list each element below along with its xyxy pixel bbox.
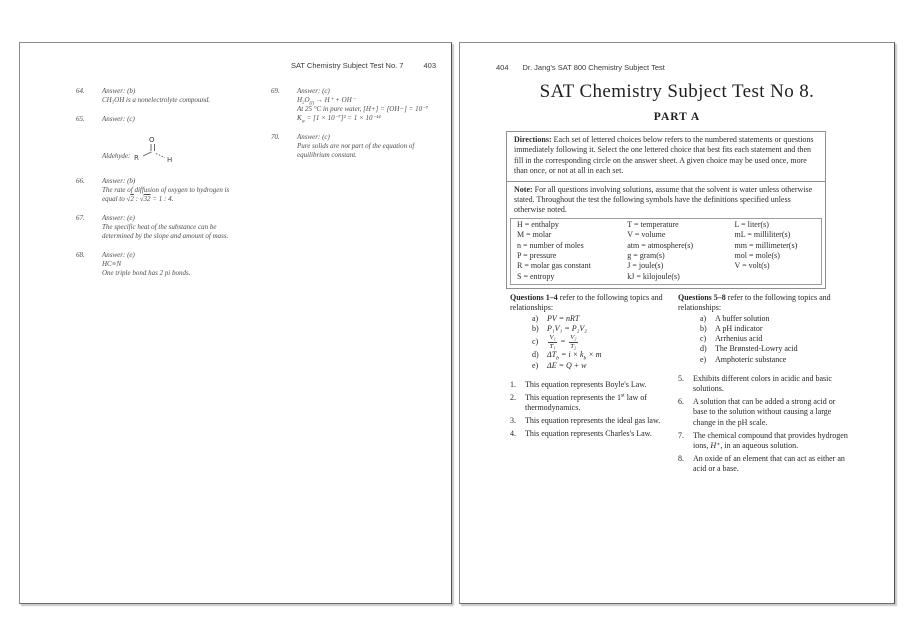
option-label: d) — [532, 350, 539, 360]
aldehyde-figure — [102, 129, 254, 165]
option-label: e) — [700, 354, 707, 364]
answer-letter: Answer: (e) — [102, 251, 135, 259]
right-running-head-title: Dr. Jang's SAT 800 Chemistry Subject Test — [522, 63, 665, 72]
option-text: $\frac{\text{V₁}}{\text{T₁}}$ = $\frac{\text{V₂}}{\text{T₂}}$ — [549, 334, 577, 350]
answer-number: 66. — [76, 177, 85, 185]
answer-line: One triple bond has 2 pi bonds. — [102, 269, 191, 277]
question-3 — [510, 416, 674, 426]
left-running-head — [291, 61, 436, 70]
question-number: 2. — [510, 392, 516, 402]
question-number: 6. — [678, 397, 684, 407]
symbol-definitions-table — [510, 218, 822, 285]
question-text: This equation represents Charles's Law. — [525, 428, 652, 438]
question-number: 7. — [678, 430, 684, 440]
answer-body — [102, 251, 254, 278]
answer-letter: Answer: (b) — [102, 87, 136, 95]
option-text: Arrhenius acid — [715, 334, 763, 344]
symbol-entry: L = liter(s) — [734, 219, 769, 229]
answer-body — [102, 115, 254, 167]
question-8 — [678, 454, 850, 475]
answer-letter: Answer: (c) — [297, 87, 330, 95]
question-text: This equation represents Boyle's Law. — [525, 379, 647, 389]
directions-paragraph: Directions: Each set of lettered choices below refers to the numbered statements or questions immediately following it. Select the one lettered choice that best fits each statement and then fill in the corresponding circle on the answer sheet. A given choice may be used once, more than once, or not at all in each set. — [507, 132, 825, 182]
symbol-entry: T = temperature — [627, 219, 679, 229]
question-1 — [510, 380, 674, 390]
symbol-entry: mm = millimeter(s) — [734, 240, 798, 250]
option-text: The Brønsted-Lowry acid — [715, 344, 798, 354]
answer-line: equilibrium constant. — [297, 151, 357, 159]
right-page-number: 404 — [496, 63, 509, 72]
answer-body — [297, 133, 451, 160]
option-text: P₁V₁ = P₂V₂ — [547, 323, 588, 333]
symbol-entry: V = volume — [627, 230, 666, 240]
symbol-entry: S = entropy — [517, 271, 555, 281]
option-e — [510, 361, 674, 371]
answer-number: 69. — [271, 87, 280, 95]
note-paragraph: Note: For all questions involving solutions, assume that the solvent is water unless otherwise stated. Throughout the test the following symbols have the definitions specified unless otherwise noted. — [514, 184, 813, 215]
question-text: Exhibits different colors in acidic and basic solutions. — [693, 374, 832, 394]
answer-body — [297, 87, 451, 123]
test-title: SAT Chemistry Subject Test No 8. — [539, 81, 815, 102]
symbol-column-1 — [517, 220, 627, 282]
oxygen-label: O — [149, 136, 155, 144]
option-label: c) — [700, 334, 707, 344]
answer-line: Pure solids are not part of the equation of — [297, 142, 415, 150]
questions-5-8-intro: Questions 5–8 refer to the following topics and relationships: — [678, 293, 831, 313]
answers-column-left — [76, 87, 254, 288]
option-text: ΔE = Q + w — [547, 360, 587, 370]
aldehyde-label: Aldehyde: — [102, 152, 131, 160]
answer-number: 68. — [76, 251, 85, 259]
question-text: The chemical compound that provides hydrogen ions, H⁺, in an aqueous solution. — [693, 430, 848, 450]
option-text: A buffer solution — [715, 313, 770, 323]
symbol-entry: M = molar — [517, 230, 552, 240]
answer-letter: Answer: (c) — [102, 115, 135, 123]
questions-5-8-list — [678, 374, 850, 474]
option-text: PV = nRT — [547, 313, 580, 323]
question-number: 8. — [678, 453, 684, 463]
hydrogen-label: H — [167, 156, 173, 164]
answer-item-69 — [271, 87, 451, 123]
option-d — [510, 350, 674, 360]
answer-body — [102, 214, 254, 241]
directions-box — [506, 131, 826, 289]
option-a — [678, 314, 850, 324]
symbol-column-3 — [735, 220, 815, 282]
answer-line: $H_2O_{(l)} \to H^+ + OH^-$ — [297, 96, 356, 107]
question-text: This equation represents the 1st law of thermodynamics. — [525, 392, 647, 412]
answer-line: determined by the slope and amount of mass. — [102, 232, 229, 240]
symbol-column-2 — [627, 220, 734, 282]
question-number: 1. — [510, 379, 516, 389]
question-text: This equation represents the ideal gas law. — [525, 415, 661, 425]
option-e — [678, 355, 850, 365]
option-d — [678, 344, 850, 354]
option-b — [510, 324, 674, 334]
left-running-head-title: SAT Chemistry Subject Test No. 7 — [290, 61, 404, 70]
right-running-head — [496, 63, 665, 72]
answer-letter: Answer: (e) — [102, 214, 135, 222]
symbol-entry: V = volt(s) — [734, 261, 770, 271]
questions-1-4-column — [510, 293, 674, 441]
question-text: A solution that can be added a strong acid or base to the solution without causing a large change in the pH scale. — [693, 397, 836, 427]
answer-number: 64. — [76, 87, 85, 95]
option-c — [510, 334, 674, 350]
answer-number: 65. — [76, 115, 85, 123]
left-page — [19, 42, 452, 604]
answer-body — [102, 177, 254, 204]
answer-item-68 — [76, 251, 254, 278]
answer-letter: Answer: (c) — [297, 133, 330, 141]
question-text: An oxide of an element that can act as either an acid or a base. — [693, 453, 845, 473]
symbol-entry: mL = milliliter(s) — [734, 230, 791, 240]
part-heading: PART A — [653, 111, 701, 123]
option-label: a) — [532, 313, 539, 323]
answer-item-66 — [76, 177, 254, 204]
option-label: c) — [532, 337, 539, 347]
answer-item-64 — [76, 87, 254, 105]
aldehyde-structure-icon — [132, 131, 178, 165]
answer-line: $K_w = [1 \times 10^{-7}]^2 = 1 \times 10^{-14}$ — [297, 114, 381, 125]
question-number: 3. — [510, 415, 516, 425]
option-label: b) — [532, 323, 539, 333]
option-label: d) — [700, 344, 707, 354]
question-4 — [510, 429, 674, 439]
questions-1-4-list — [510, 380, 674, 439]
answer-item-65 — [76, 115, 254, 167]
answer-number: 67. — [76, 214, 85, 222]
questions-5-8-column — [678, 293, 850, 477]
answers-column-right — [271, 87, 451, 170]
option-label: e) — [532, 360, 539, 370]
symbol-entry: H = enthalpy — [517, 219, 559, 229]
symbol-entry: g = gram(s) — [627, 251, 665, 261]
question-number: 4. — [510, 428, 516, 438]
r-group-label: R — [134, 154, 140, 162]
symbol-entry: mol = mole(s) — [734, 251, 780, 261]
symbol-entry: kJ = kilojoule(s) — [627, 271, 680, 281]
symbol-entry: J = joule(s) — [627, 261, 664, 271]
answer-line: CH₃OH is a nonelectrolyte compound. — [102, 96, 211, 104]
answer-line: The specific heat of the substance can be — [102, 223, 217, 231]
option-c — [678, 334, 850, 344]
answer-item-70 — [271, 133, 451, 160]
symbol-entry: R = molar gas constant — [517, 261, 591, 271]
option-b — [678, 324, 850, 334]
option-text: A pH indicator — [715, 323, 763, 333]
questions-1-4-intro: Questions 1–4 refer to the following topics and relationships: — [510, 293, 663, 313]
question-2 — [510, 393, 674, 414]
answer-line: equal to √2 : √32 = 1 : 4. — [102, 195, 174, 203]
right-page — [459, 42, 895, 604]
symbol-entry: atm = atmosphere(s) — [627, 240, 694, 250]
option-label: b) — [700, 323, 707, 333]
answer-body — [102, 87, 254, 105]
answer-number: 70. — [271, 133, 280, 141]
option-text: $\Delta T_b = i \times k_b \times m$ — [547, 350, 602, 362]
answer-line: The rate of diffusion of oxygen to hydrogen is — [102, 186, 230, 194]
question-number: 5. — [678, 374, 684, 384]
answer-letter: Answer: (b) — [102, 177, 136, 185]
question-5 — [678, 374, 850, 395]
symbol-entry: P = pressure — [517, 251, 557, 261]
symbol-entry: n = number of moles — [517, 240, 584, 250]
answer-line: At 25 °C in pure water, [H+] = [OH−] = 10⁻⁷ — [297, 105, 429, 113]
question-6 — [678, 397, 850, 428]
option-text: Amphoteric substance — [715, 354, 787, 364]
answer-item-67 — [76, 214, 254, 241]
option-label: a) — [700, 313, 707, 323]
answer-line: HC≡N — [102, 260, 122, 268]
option-a — [510, 314, 674, 324]
left-page-number: 403 — [423, 61, 436, 70]
question-7 — [678, 431, 850, 452]
